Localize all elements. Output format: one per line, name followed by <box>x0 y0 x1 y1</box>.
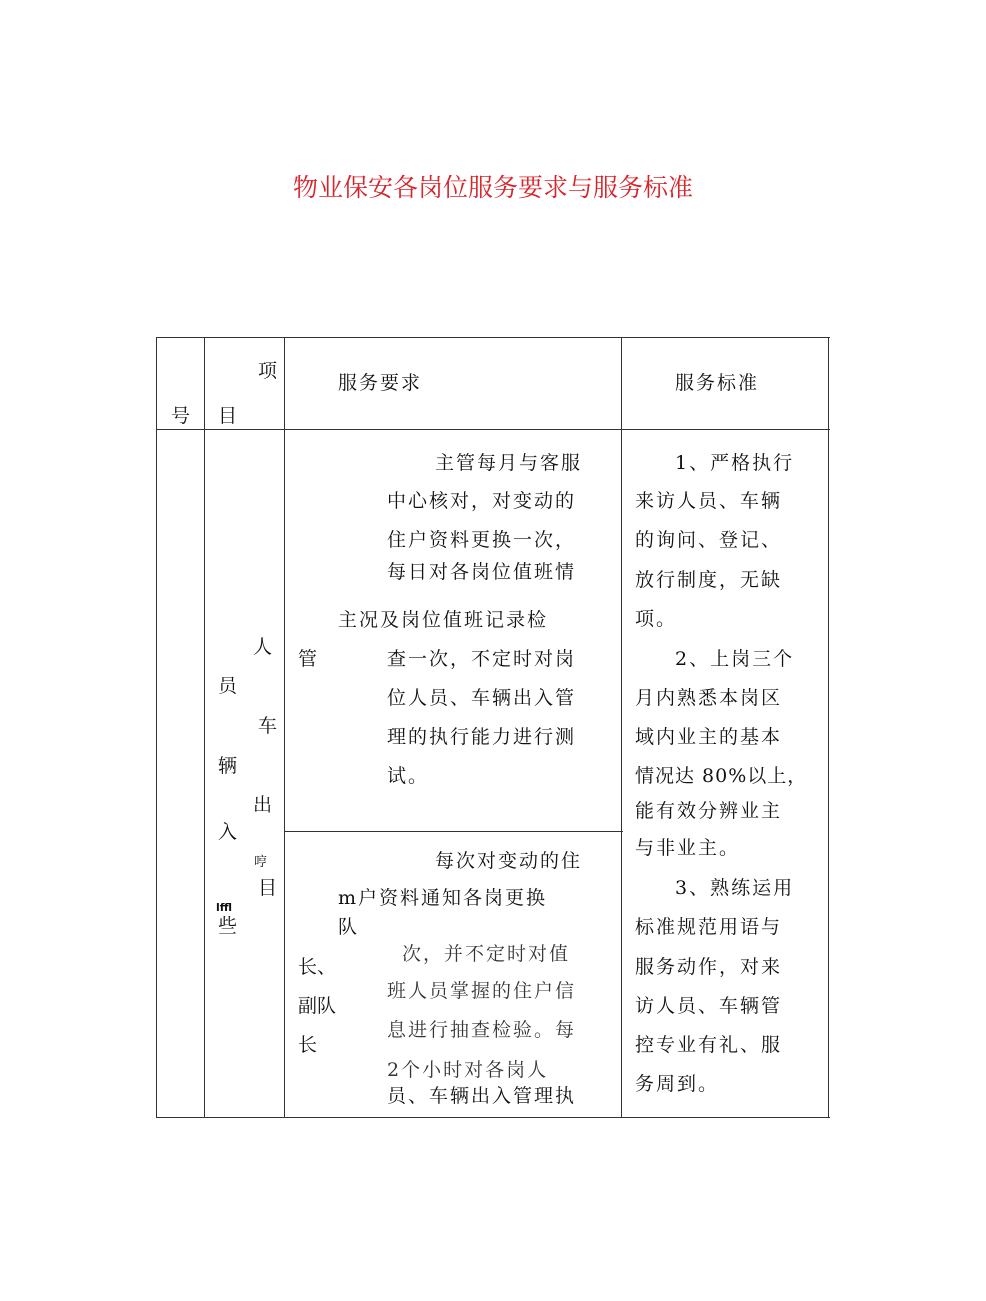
standard-line: 标准规范用语与 <box>635 916 783 938</box>
table-top-border <box>156 337 830 338</box>
standard-line: 访人员、车辆管 <box>635 995 783 1017</box>
standard-line: 项。 <box>635 608 678 630</box>
requirement-1-line: 每日对各岗位值班情 <box>387 561 577 583</box>
standard-line: 的询问、登记、 <box>635 529 783 551</box>
requirement-2-role: 长、 <box>298 956 337 978</box>
standard-line: 控专业有礼、服 <box>635 1034 783 1056</box>
document-title: 物业保安各岗位服务要求与服务标准 <box>292 173 693 202</box>
requirement-1-line: 理的执行能力进行测 <box>387 726 577 748</box>
requirement-2-line: 息进行抽查检验。每 <box>387 1019 577 1041</box>
requirement-2-line: 每次对变动的住 <box>435 850 583 872</box>
requirement-1-role: 管 <box>298 648 318 670</box>
table-bottom-border <box>156 1117 830 1118</box>
project-char: 些 <box>218 915 238 937</box>
requirement-2-line: 次，并不定时对值 <box>402 943 571 965</box>
requirement-1-line: 主况及岗位值班记录检 <box>338 609 549 631</box>
project-char: 车 <box>258 715 278 737</box>
requirement-1-line: 主管每月与客服 <box>435 452 583 474</box>
standard-line: 1、严格执行 <box>675 452 795 474</box>
requirement-2-line: 员、车辆出入管理执 <box>387 1085 577 1107</box>
header-item-bottom: 目 <box>218 405 238 427</box>
standard-line: 放行制度，无缺 <box>635 569 783 591</box>
requirement-1-line: 位人员、车辆出入管 <box>387 687 577 709</box>
requirement-2-clipped-line <box>380 1019 615 1041</box>
requirement-2-line: m户资料通知各岗更换 <box>338 887 548 909</box>
requirement-2-clipped-line <box>380 1059 615 1081</box>
project-char: 目 <box>258 877 278 899</box>
table-right-border <box>828 337 829 1118</box>
standard-line: 来访人员、车辆 <box>635 490 783 512</box>
standard-line: 2、上岗三个 <box>675 648 795 670</box>
requirement-1-line: 查一次，不定时对岗 <box>387 648 577 670</box>
standard-line: 月内熟悉本岗区 <box>635 687 783 709</box>
header-item-top: 项 <box>258 360 278 382</box>
project-char: 辆 <box>218 755 238 777</box>
project-char: 哼 <box>254 855 268 870</box>
standard-line: 服务动作，对来 <box>635 956 783 978</box>
standard-line: 与非业主。 <box>635 837 741 859</box>
project-char: 出 <box>253 794 273 816</box>
header-bottom-border <box>156 429 830 430</box>
requirement-2-line: 2个小时对各岗人 <box>387 1059 549 1081</box>
standard-line: 3、熟练运用 <box>675 877 795 899</box>
col-divider-1 <box>204 337 205 1118</box>
requirement-2-role: 副队 <box>298 995 337 1017</box>
requirement-1-line: 试。 <box>387 765 430 787</box>
project-char: 人 <box>253 636 273 658</box>
requirement-2-line: 队 <box>338 916 358 938</box>
requirement-1-line: 中心核对，对变动的 <box>387 490 577 512</box>
standard-line: 务周到。 <box>635 1073 720 1095</box>
header-number: 号 <box>171 405 191 427</box>
requirement-2-clipped-line <box>380 943 615 965</box>
requirement-1-line: 住户资料更换一次， <box>387 529 577 551</box>
project-char: 入 <box>218 821 238 843</box>
project-char: lffl <box>216 901 233 914</box>
col-divider-3 <box>621 337 622 1118</box>
header-service-requirement: 服务要求 <box>338 372 423 394</box>
requirement-divider <box>284 831 623 832</box>
requirement-2-clipped-line <box>380 980 615 1002</box>
requirement-2-line: 班人员掌握的住户信 <box>387 980 577 1002</box>
project-char: 员 <box>218 675 238 697</box>
col-divider-2 <box>284 337 285 1118</box>
standard-line: 域内业主的基本 <box>635 726 783 748</box>
table-left-border <box>156 337 157 1118</box>
standard-line: 情况达 80%以上， <box>635 765 808 787</box>
requirement-2-role: 长 <box>298 1034 318 1056</box>
header-service-standard: 服务标准 <box>675 372 760 394</box>
standard-line: 能有效分辨业主 <box>635 800 783 822</box>
